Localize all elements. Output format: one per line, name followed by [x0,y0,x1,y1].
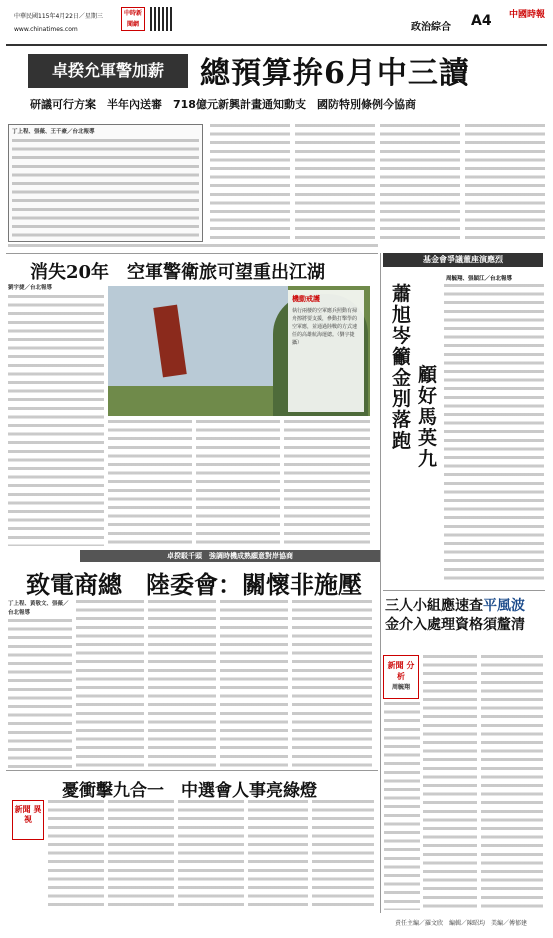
lead-body-col-3 [295,124,375,242]
story3-body-col-2 [76,600,144,768]
right-analysis-col-1 [423,655,477,910]
lead-summary-box [8,124,203,242]
story3-byline: 丁上程、黃敬文、張薇／台北報導 [8,601,69,616]
right-body-main [444,284,544,584]
lead-summary-text [12,139,199,242]
right-vertical-headline-1: 蕭旭岑籲金別落跑 [392,283,412,452]
story3-headline: 致電商總 陸委會：關懷非施壓 [26,570,362,599]
qr-code [150,7,174,31]
story3-body-col-4 [220,600,288,768]
analysis-author: 周毓翔 [391,684,410,691]
story3-body-col-5 [292,600,372,768]
page-credits: 責任主編／羅文欣 編輯／陳昭均 美編／傅郁建 [395,920,528,927]
header-rule [6,44,547,46]
lead-body-col-5 [465,124,545,242]
right-vertical-headline-2: 顧好馬英九 [418,364,438,470]
lead-byline: 丁上程、張薇、王千豪／台北報導 [12,129,95,135]
right-analysis-col-0 [384,702,420,910]
lead-body-col-4 [380,124,460,242]
story2-body-col-2 [108,420,192,546]
right-headline-blue: 平風波 [483,598,525,614]
story4-body-col-4 [248,800,308,910]
story3-body-col-3 [148,600,216,768]
photo-caption [288,290,364,412]
photo-caption-title: 機動戒護 [292,295,320,303]
story4-headline: 憂衝擊九合一 中選會人事亮綠燈 [62,781,317,801]
story4-tag: 新聞 異視 [12,800,44,840]
soldier-photo [108,286,370,416]
lead-kicker: 卓揆允軍警加薪 [28,54,188,88]
story2-body-col-3 [196,420,280,546]
issue-date: 中華民國115年4月22日／星期三 [14,13,103,20]
lead-headline: 總預算拚6月中三讀 [200,56,470,91]
lead-body-tail [8,244,378,252]
story3-body-col-1 [8,600,72,768]
story4-body-col-5 [312,800,374,910]
story2-headline: 消失20年 空軍警衛旅可望重出江湖 [30,262,326,283]
right-analysis-col-2 [481,655,543,910]
page-header [6,4,547,44]
site-url: www.chinatimes.com [14,26,78,33]
page-number: A4 [471,13,492,29]
story3-kicker: 卓揆駁千頭 強調時機成熟願意對岸協商 [80,550,380,562]
brand-logo: 中國時報 [508,10,545,20]
right-headline [385,597,545,635]
right-headline-a: 三人小組應速查 [385,598,483,614]
story2-body-col-1 [8,284,104,546]
story2-body-col-4 [284,420,370,546]
news-analysis-tag: 新聞 分析 周毓翔 [383,655,419,699]
story4-body-col-1 [48,800,104,910]
story4-body-col-2 [108,800,174,910]
photo-caption-text: 執行兩棲的空軍應兵照動有掃舟擦將要支援，參動打擊學的空軍應，並通過陸戰的方式速任的高雄航海運總。（劉宇捷攝） [292,308,358,346]
lead-subhead: 研議可行方案 半年內送審 718億元新興計畫通知動支 國防特別條例今協商 [30,98,416,111]
section-name: 政治綜合 [411,22,451,33]
story2-byline: 劉宇捷／台北報導 [8,285,53,291]
chinatimes-mini-logo: 中時新聞網 [121,7,145,31]
lead-body-col-2 [210,124,290,242]
right-byline: 周毓翔、張穎江／台北報導 [446,276,513,282]
story4-body-col-3 [178,800,244,910]
right-section-bar: 基金會爭議董座演應烈 [383,253,543,267]
right-headline-b: 金介入處理資格須釐清 [385,617,525,633]
